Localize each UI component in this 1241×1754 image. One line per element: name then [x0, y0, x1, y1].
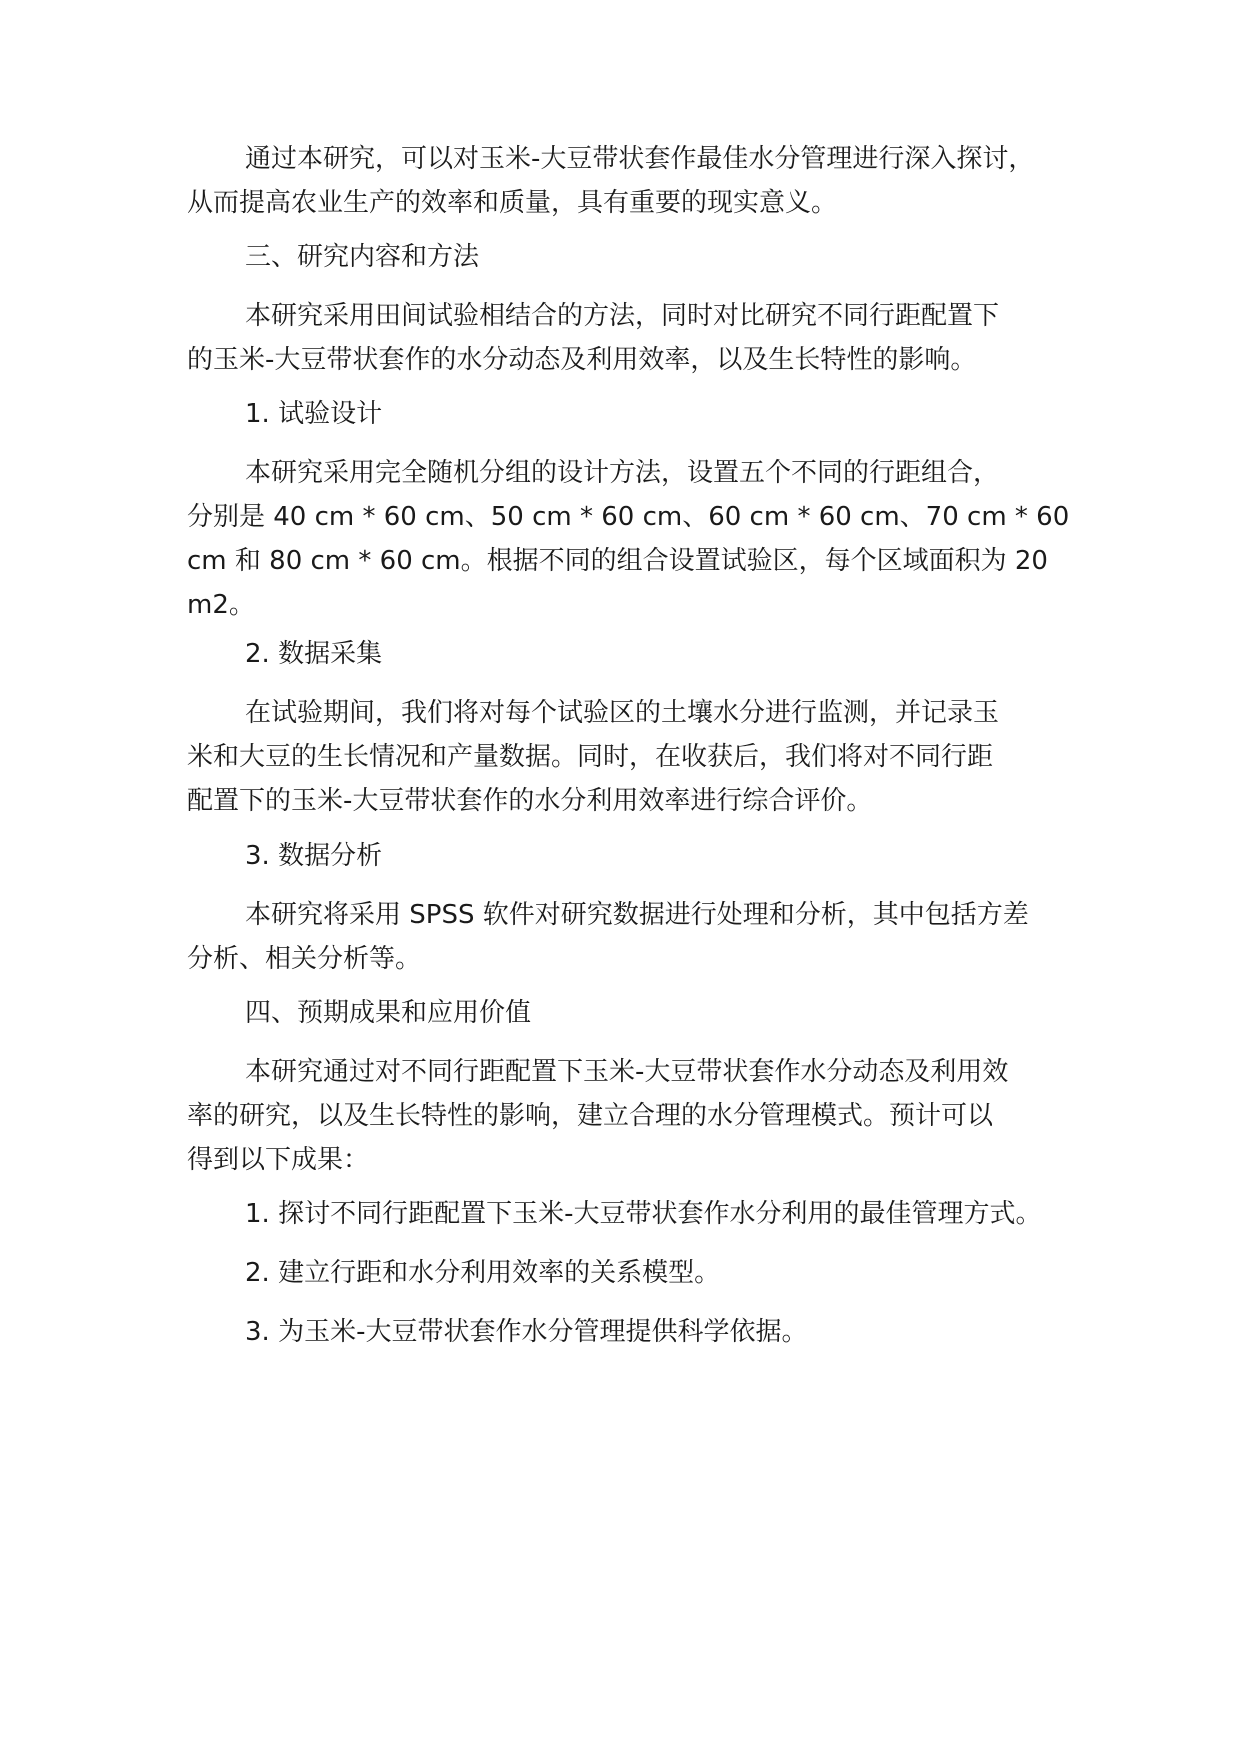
text-line: cm 和 80 cm * 60 cm。根据不同的组合设置试验区，每个区域面积为 20 — [187, 546, 1048, 576]
text-line: 本研究采用田间试验相结合的方法，同时对比研究不同行距配置下 — [245, 301, 1000, 331]
text-line: 从而提高农业生产的效率和质量，具有重要的现实意义。 — [187, 188, 838, 218]
text-line: 分别是 40 cm * 60 cm、50 cm * 60 cm、60 cm * 60 cm、70 cm * 60 — [187, 502, 1070, 532]
text-line: 三、研究内容和方法 — [245, 242, 480, 272]
paragraph-design-text — [187, 451, 1087, 627]
section-heading-expected-results — [187, 991, 1087, 1035]
paragraph-outcome-text — [187, 1050, 1087, 1182]
text-line: 2. 建立行距和水分利用效率的关系模型。 — [245, 1258, 721, 1288]
list-item-outcome-2 — [187, 1251, 1087, 1295]
paragraph-analysis-text — [187, 893, 1087, 981]
text-line: 3. 数据分析 — [245, 841, 383, 871]
text-line: 在试验期间，我们将对每个试验区的土壤水分进行监测，并记录玉 — [245, 698, 1000, 728]
text-line: 本研究采用完全随机分组的设计方法，设置五个不同的行距组合， — [245, 458, 1000, 488]
text-line: 率的研究，以及生长特性的影响，建立合理的水分管理模式。预计可以 — [187, 1101, 994, 1131]
text-line: 3. 为玉米-大豆带状套作水分管理提供科学依据。 — [245, 1317, 808, 1347]
list-item-outcome-3 — [187, 1310, 1087, 1354]
subheading-data-collection — [187, 632, 1087, 676]
text-line: 得到以下成果： — [187, 1145, 370, 1175]
paragraph-method-overview — [187, 294, 1087, 382]
text-line: 分析、相关分析等。 — [187, 944, 422, 974]
text-line: 米和大豆的生长情况和产量数据。同时，在收获后，我们将对不同行距 — [187, 742, 994, 772]
text-line: 本研究将采用 SPSS 软件对研究数据进行处理和分析，其中包括方差 — [245, 900, 1029, 930]
paragraph-collection-text — [187, 691, 1087, 823]
text-line: 的玉米-大豆带状套作的水分动态及利用效率，以及生长特性的影响。 — [187, 345, 977, 375]
paragraph-intro-conclusion — [187, 137, 1087, 225]
text-line: 2. 数据采集 — [245, 639, 383, 669]
text-line: 本研究通过对不同行距配置下玉米-大豆带状套作水分动态及利用效 — [245, 1057, 1009, 1087]
text-line: 1. 探讨不同行距配置下玉米-大豆带状套作水分利用的最佳管理方式。 — [245, 1199, 1042, 1229]
text-line: m2。 — [187, 590, 255, 620]
section-heading-research-content — [187, 235, 1087, 279]
list-item-outcome-1 — [187, 1192, 1087, 1236]
subheading-experiment-design — [187, 392, 1087, 436]
text-line: 1. 试验设计 — [245, 399, 383, 429]
text-line: 通过本研究，可以对玉米-大豆带状套作最佳水分管理进行深入探讨， — [245, 144, 1035, 174]
subheading-data-analysis — [187, 834, 1087, 878]
text-line: 四、预期成果和应用价值 — [245, 998, 532, 1028]
text-line: 配置下的玉米-大豆带状套作的水分利用效率进行综合评价。 — [187, 786, 873, 816]
